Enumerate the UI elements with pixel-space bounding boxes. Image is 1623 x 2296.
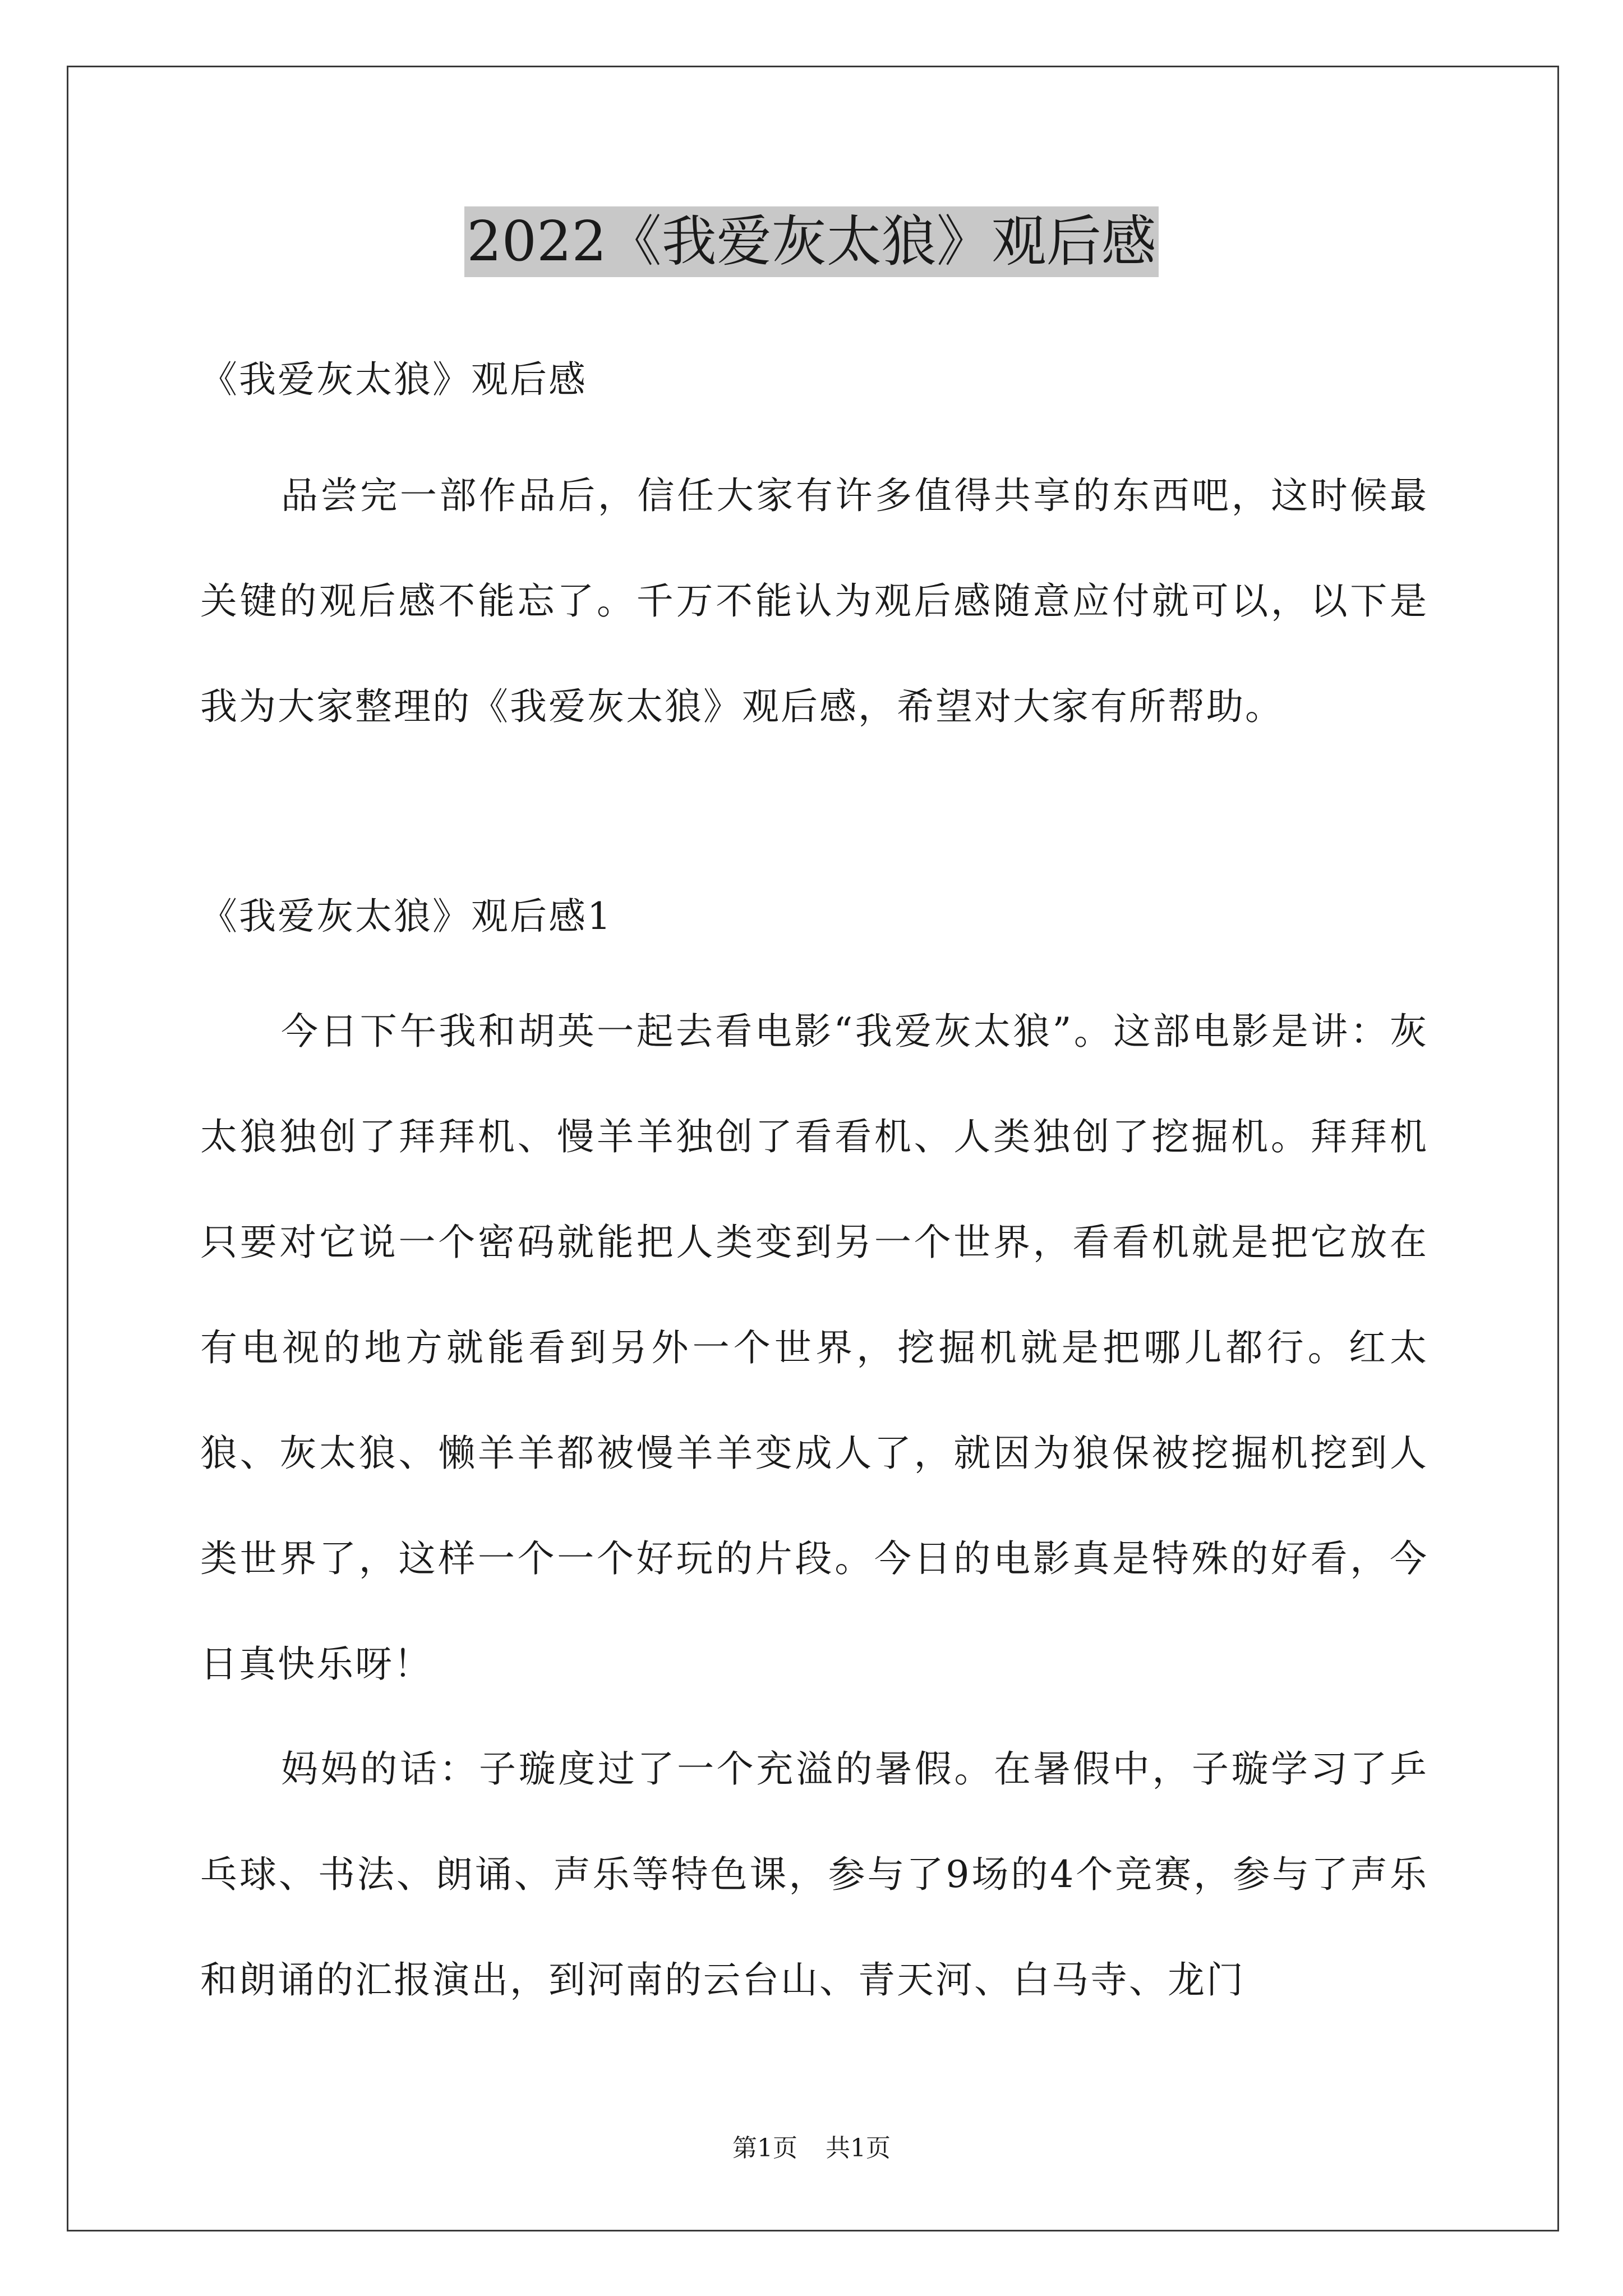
section-1-paragraph-2: 妈妈的话：子璇度过了一个充溢的暑假。在暑假中，子璇学习了乒乓球、书法、朗诵、声乐等特色课，参与了9场的4个竞赛，参与了声乐和朗诵的汇报演出，到河南的云台山、青天河、白马寺、龙门 bbox=[200, 1747, 1428, 2001]
subtitle-main: 《我爱灰太狼》观后感 bbox=[200, 358, 587, 401]
document-title-text: 2022《我爱灰太狼》观后感 bbox=[464, 206, 1158, 277]
section-1-title: 《我爱灰太狼》观后感1 bbox=[200, 895, 612, 938]
page-footer bbox=[0, 2132, 1623, 2165]
document-title bbox=[0, 200, 1623, 284]
page-number-current: 第1页 bbox=[732, 2134, 797, 2162]
section-1-paragraph-1: 今日下午我和胡英一起去看电影“我爱灰太狼”。这部电影是讲：灰太狼独创了拜拜机、慢羊羊独创了看看机、人类独创了挖掘机。拜拜机只要对它说一个密码就能把人类变到另一个世界，看看机就是把它放在有电视的地方就能看到另外一个世界，挖掘机就是把哪儿都行。红太狼、灰太狼、懒羊羊都被慢羊羊变成人了，就因为狼保被挖掘机挖到人类世界了，这样一个一个好玩的片段。今日的电影真是特殊的好看，今日真快乐呀！ bbox=[200, 1010, 1428, 1686]
page-number-total: 共1页 bbox=[826, 2134, 891, 2162]
intro-paragraph: 品尝完一部作品后，信任大家有许多值得共享的东西吧，这时候最关键的观后感不能忘了。千万不能认为观后感随意应付就可以，以下是我为大家整理的《我爱灰太狼》观后感，希望对大家有所帮助。 bbox=[200, 474, 1428, 728]
